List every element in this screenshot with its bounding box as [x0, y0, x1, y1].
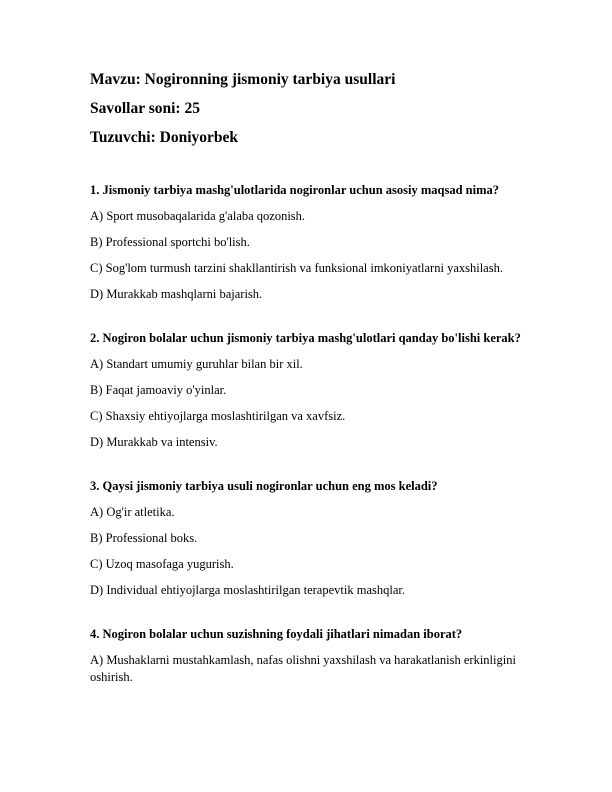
option-b: B) Faqat jamoaviy o'yinlar.: [90, 383, 227, 397]
option-c: C) Uzoq masofaga yugurish.: [90, 557, 234, 571]
option-a: A) Sport musobaqalarida g'alaba qozonish.: [90, 209, 306, 223]
author-line: Tuzuvchi: Doniyorbek: [90, 129, 238, 146]
option-b: B) Professional boks.: [90, 531, 198, 545]
option-d: D) Murakkab va intensiv.: [90, 435, 218, 449]
question-title: 1. Jismoniy tarbiya mashg'ulotlarida nogironlar uchun asosiy maqsad nima?: [90, 183, 499, 197]
question-title: 2. Nogiron bolalar uchun jismoniy tarbiya mashg'ulotlari qanday bo'lishi kerak?: [90, 331, 521, 345]
option-a: A) Standart umumiy guruhlar bilan bir xil.: [90, 357, 303, 371]
option-c: C) Shaxsiy ehtiyojlarga moslashtirilgan va xavfsiz.: [90, 409, 346, 423]
option-b: B) Professional sportchi bo'lish.: [90, 235, 250, 249]
topic-heading: Mavzu: Nogironning jismoniy tarbiya usullari: [90, 71, 396, 88]
question-spacer: [90, 460, 530, 478]
question-count: Savollar soni: 25: [90, 100, 200, 117]
question-3: [90, 478, 530, 599]
option-c: C) Sog'lom turmush tarzini shakllantirish va funksional imkoniyatlarni yaxshilash.: [90, 261, 503, 275]
option-a: A) Mushaklarni mustahkamlash, nafas olishni yaxshilash va harakatlanish erkinligini oshirish.: [90, 653, 516, 684]
question-4: [90, 626, 530, 686]
question-title: 3. Qaysi jismoniy tarbiya usuli nogironlar uchun eng mos keladi?: [90, 479, 438, 493]
question-title: 4. Nogiron bolalar uchun suzishning foydali jihatlari nimadan iborat?: [90, 627, 463, 641]
option-d: D) Individual ehtiyojlarga moslashtirilgan terapevtik mashqlar.: [90, 583, 405, 597]
question-1: [90, 182, 530, 303]
option-a: A) Og'ir atletika.: [90, 505, 175, 519]
option-d: D) Murakkab mashqlarni bajarish.: [90, 287, 263, 301]
header-spacer: [90, 157, 530, 182]
question-spacer: [90, 312, 530, 330]
question-spacer: [90, 608, 530, 626]
question-2: [90, 330, 530, 451]
document-page: [90, 70, 530, 695]
